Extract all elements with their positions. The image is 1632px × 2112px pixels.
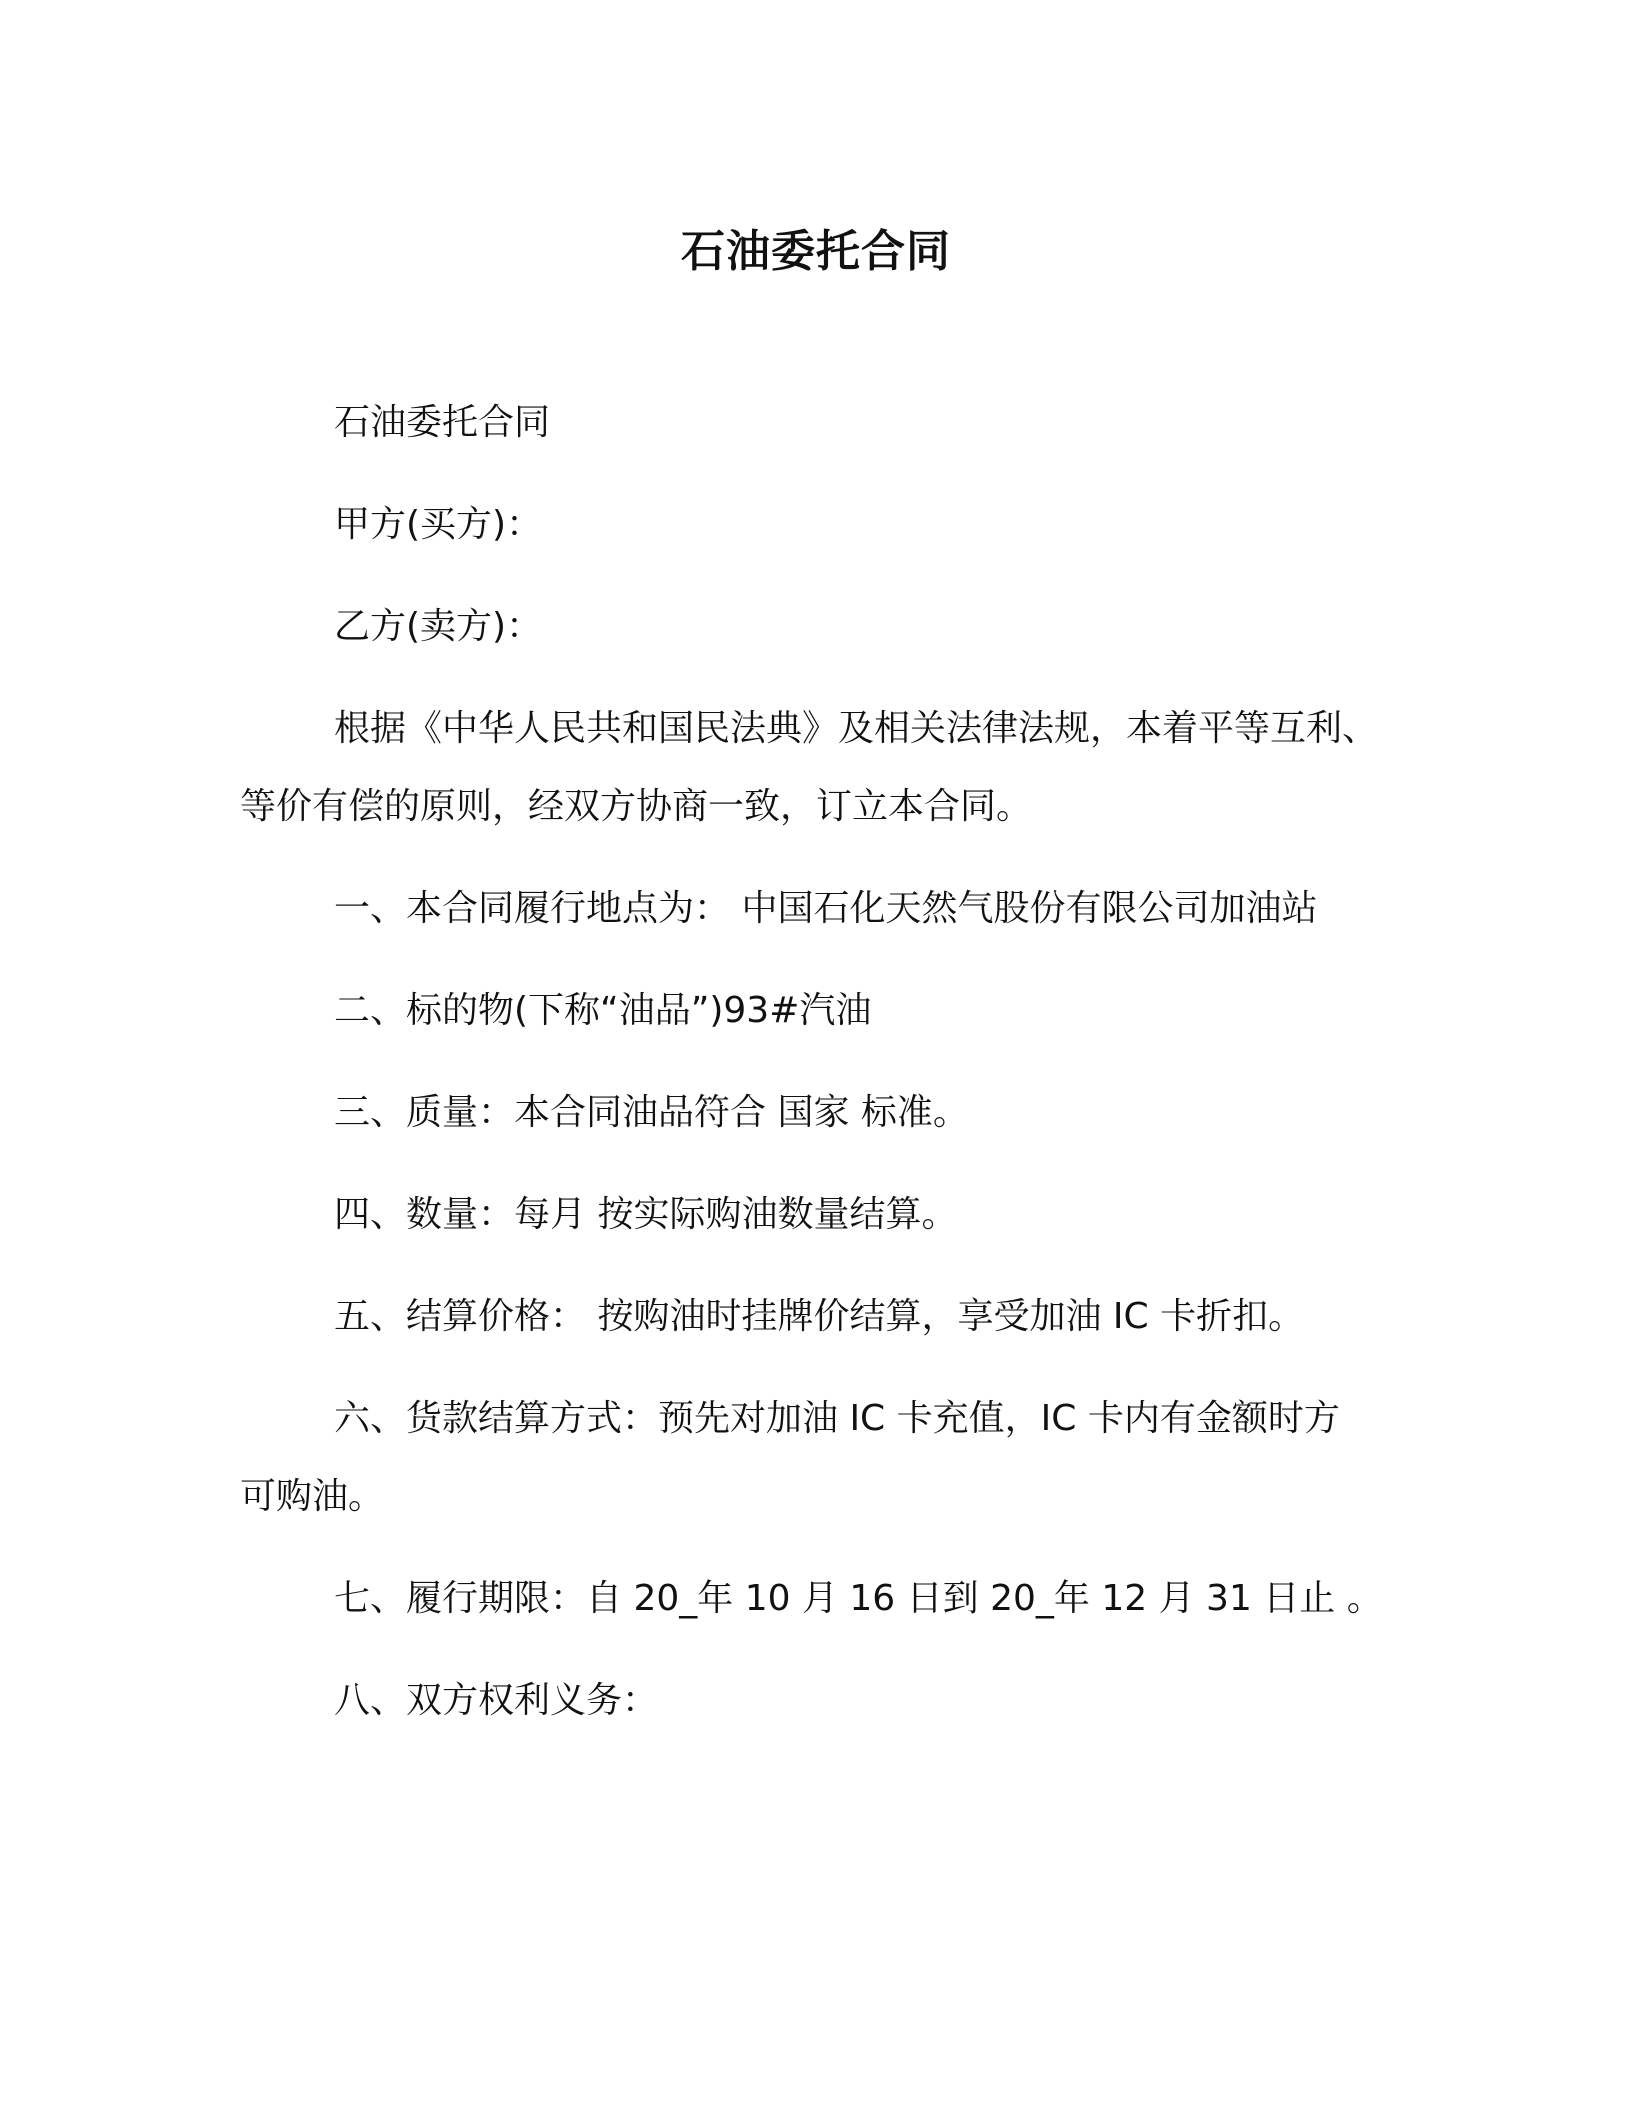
clause-6-line-2: 可购油。 (240, 1476, 385, 1517)
contract-subtitle: 石油委托合同 (334, 402, 551, 443)
clause-6-line-1: 六、货款结算方式：预先对加油 IC 卡充值，IC 卡内有金额时方 (334, 1398, 1340, 1439)
party-a-label: 甲方(买方)： (334, 504, 543, 545)
preamble-line-1: 根据《中华人民共和国民法典》及相关法律法规，本着平等互利、 (334, 708, 1379, 749)
clause-1: 一、本合同履行地点为： 中国石化天然气股份有限公司加油站 (334, 888, 1318, 929)
clause-5: 五、结算价格： 按购油时挂牌价结算，享受加油 IC 卡折扣。 (334, 1296, 1305, 1337)
party-b-label: 乙方(卖方)： (334, 606, 543, 647)
clause-3: 三、质量：本合同油品符合 国家 标准。 (334, 1092, 969, 1133)
clause-8: 八、双方权利义务： (334, 1680, 659, 1721)
document-title: 石油委托合同 (681, 226, 951, 277)
preamble-line-2: 等价有偿的原则，经双方协商一致，订立本合同。 (240, 786, 1033, 827)
clause-7: 七、履行期限：自 20_年 10 月 16 日到 20_年 12 月 31 日止 。 (334, 1578, 1383, 1619)
clause-2: 二、标的物(下称“油品”)93#汽油 (334, 990, 872, 1031)
clause-4: 四、数量：每月 按实际购油数量结算。 (334, 1194, 958, 1235)
